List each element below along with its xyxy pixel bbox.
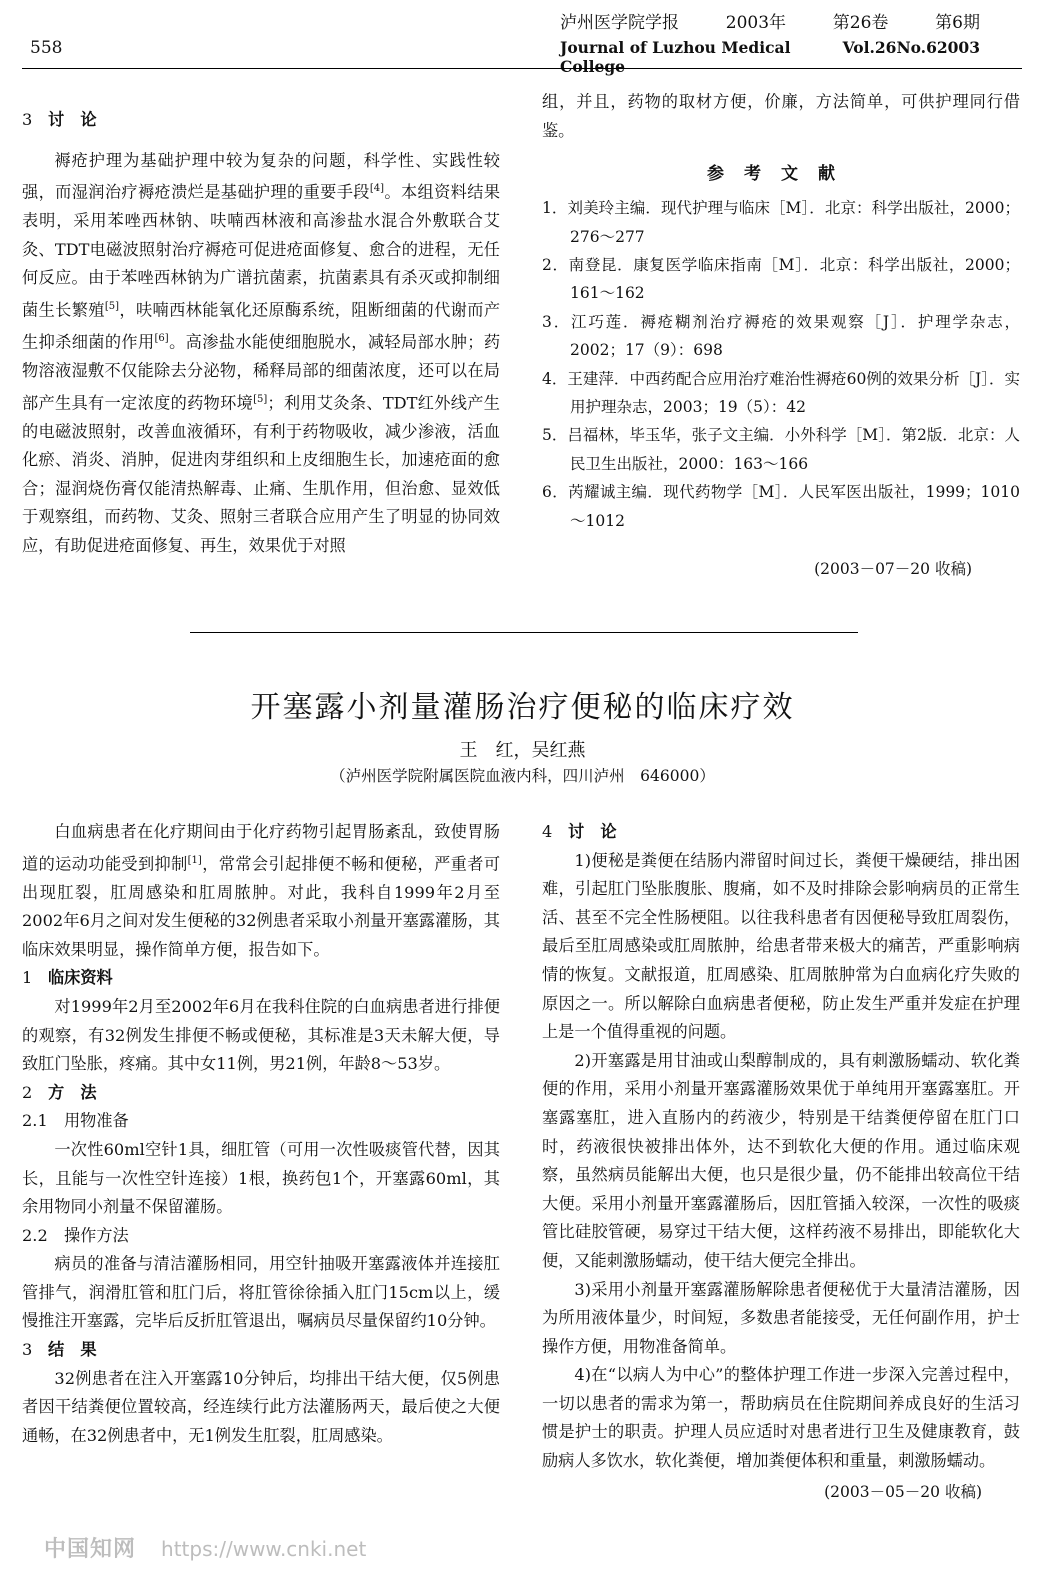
prev-right-column (542, 88, 1020, 579)
journal-issue-cn: 第6期 (935, 13, 980, 33)
section-title: 操作方法 (64, 1225, 129, 1245)
journal-header-cn (560, 8, 980, 33)
section-heading-4 (542, 818, 1020, 847)
text-run: 。本组资料结果表明，采用苯唑西林钠、呋喃西林液和高渗盐水混合外敷联合艾灸、TDT电磁波照射治疗褥疮可促进疮面修复、愈合的进程，无任何反应。由于苯唑西林钠为广谱抗菌素，抗菌素具有杀灭或抑制细菌生长繁殖 (22, 182, 501, 320)
references-title: 参考文献 (707, 164, 855, 185)
cnki-footer (44, 1532, 366, 1563)
subsection-heading-2-2 (22, 1222, 500, 1251)
text-run: 褥疮护理为基础护理中较为复杂的问题，科学性、实践性较强，而湿润治疗褥疮溃烂是基础护理的重要手段 (22, 150, 500, 202)
discussion-point-2: 2)开塞露是用甘油或山梨醇制成的，具有刺激肠蠕动、软化粪便的作用，采用小剂量开塞露灌肠效果优于单纯用开塞露塞肛。开塞露塞肛，进入直肠内的药液少，特别是干结粪便停留在肛门口时，药液很快被排出体外，达不到软化大便的作用。通过临床观察，虽然病员能解出大便，也只是很少量，仍不能排出较高位干结大便。采用小剂量开塞露灌肠后，因肛管插入较深，一次性的吸痰管比硅胶管硬，易穿过干结大便，这样药液不易排出，即能软化大便，又能刺激肠蠕动，使干结大便完全排出。 (542, 1050, 1020, 1270)
section-title: 结 果 (48, 1340, 97, 1360)
journal-year-en: 2003 (936, 38, 980, 57)
citation: [6] (154, 332, 169, 344)
journal-name-cn: 泸州医学院学报 (560, 13, 679, 33)
article-right-column (542, 818, 1020, 1502)
text-run: ，呋喃西林能氧化还原酶系统，阻断细菌的代谢而产生抑杀细菌的作用 (22, 300, 500, 352)
reference-item: 4．王建萍．中西药配合应用治疗难治性褥疮60例的效果分析［J］．实用护理杂志，2003；19（5）：42 (542, 369, 1020, 417)
prev-discussion-continuation: 组，并且，药物的取材方便，价廉，方法简单，可供护理同行借鉴。 (542, 92, 1020, 140)
section-title: 讨 论 (568, 822, 617, 841)
citation: [5] (104, 300, 119, 312)
journal-volume-cn: 第26卷 (832, 13, 889, 33)
prev-discussion-paragraph (22, 147, 500, 561)
section-number: 2.1 (22, 1111, 48, 1131)
prev-received-date: (2003－07－20 收稿) (814, 560, 972, 579)
article-authors: 王 红，吴红燕 (459, 740, 586, 761)
section-3-paragraph: 32例患者在注入开塞露10分钟后，均排出干结大便，仅5例患者因干结粪便位置较高，经连续行此方法灌肠两天，最后使之大便通畅，在32例患者中，无1例发生肛裂，肛周感染。 (22, 1368, 500, 1445)
section-heading-2 (22, 1079, 500, 1108)
subsection-heading-2-1 (22, 1107, 500, 1136)
header-rule (22, 68, 1022, 69)
reference-item: 3．江巧莲．褥疮糊剂治疗褥疮的效果观察［J］．护理学杂志，2002；17（9）：698 (542, 312, 1020, 360)
section-title: 讨 论 (48, 110, 97, 129)
prev-left-column (22, 106, 500, 560)
article-received-date: (2003－05－20 收稿) (824, 1482, 982, 1501)
discussion-point-4: 4)在“以病人为中心”的整体护理工作进一步深入完善过程中，一切以患者的需求为第一，帮助病员在住院期间养成良好的生活习惯是护士的职责。护理人员应适时对患者进行卫生及健康教育，鼓励病人多饮水，软化粪便，增加粪便体积和重量，刺激肠蠕动。 (542, 1365, 1020, 1471)
citation: [4] (369, 183, 385, 195)
section-number: 3 (22, 110, 33, 129)
article-affiliation: （泸州医学院附属医院血液内科，四川泸州 646000） (330, 767, 715, 785)
journal-name-en: Journal of Luzhou Medical College (560, 38, 791, 76)
journal-header-en (560, 38, 980, 76)
reference-item: 5．吕福林，毕玉华，张子文主编．小外科学［M］．第2版．北京：人民卫生出版社，2000：163～166 (542, 426, 1020, 473)
reference-item: 1．刘美玲主编．现代护理与临床［M］．北京：科学出版社，2000；276～277 (542, 199, 1020, 246)
article-left-column (22, 818, 500, 1450)
text-run: 。高渗盐水能使细胞脱水，减轻局部水肿；药物溶液湿敷不仅能除去分泌物，稀释局部的细菌浓度，还可以在局部产生具有一定浓度的药物环境 (22, 332, 501, 412)
citation: [5] (253, 393, 268, 405)
page-number: 558 (30, 38, 63, 58)
text-run: 白血病患者在化疗期间由于化疗药物引起胃肠紊乱，致使胃肠道的运动功能受到抑制 (22, 822, 500, 873)
article-title: 开塞露小剂量灌肠治疗便秘的临床疗效 (250, 690, 795, 725)
subsection-2-1-paragraph: 一次性60ml空针1具，细肛管（可用一次性吸痰管代替，因其长，且能与一次性空针连接）1根，换药包1个，开塞露60ml，其余用物同小剂量不保留灌肠。 (22, 1139, 500, 1217)
section-1-paragraph: 对1999年2月至2002年6月在我科住院的白血病患者进行排便的观察，有32例发生排便不畅或便秘，其标准是3天未解大便，导致肛门坠胀，疼痛。其中女11例，男21例，年龄8～53岁。 (22, 996, 500, 1074)
references-list (542, 194, 1020, 535)
discussion-point-3: 3)采用小剂量开塞露灌肠解除患者便秘优于大量清洁灌肠，因为所用液体量少，时间短，多数患者能接受，无任何副作用，护士操作方便，用物准备简单。 (542, 1279, 1020, 1356)
subsection-2-2-paragraph: 病员的准备与清洁灌肠相同，用空针抽吸开塞露液体并连接肛管排气，润滑肛管和肛门后，将肛管徐徐插入肛门15cm以上，缓慢推注开塞露，完毕后反折肛管退出，嘱病员尽量保留约10分钟。 (22, 1254, 500, 1331)
text-run: ，常常会引起排便不畅和便秘，严重者可出现肛裂，肛周感染和肛周脓肿。对此，我科自1999年2月至2002年6月之间对发生便秘的32例患者采取小剂量开塞露灌肠，其临床效果明显，操作简单方便，报告如下。 (22, 853, 501, 959)
intro-paragraph (22, 818, 500, 964)
journal-year-cn: 2003年 (725, 13, 787, 33)
citation: [1] (187, 854, 202, 866)
section-heading-3 (22, 1336, 500, 1365)
journal-volume-en: Vol.26 (842, 38, 897, 57)
section-number: 3 (22, 1340, 33, 1360)
prev-discussion-heading (22, 106, 500, 135)
section-number: 1 (22, 968, 33, 988)
cnki-url: https://www.cnki.net (161, 1537, 367, 1561)
section-title: 临床资料 (48, 968, 113, 988)
cnki-logo-text: 中国知网 (44, 1537, 137, 1562)
section-number: 2.2 (22, 1225, 48, 1245)
section-title: 方 法 (48, 1082, 97, 1102)
section-title: 用物准备 (64, 1111, 129, 1131)
discussion-point-1: 1)便秘是粪便在结肠内滞留时间过长，粪便干燥硬结，排出困难，引起肛门坠胀腹胀、腹痛，如不及时排除会影响病员的正常生活、甚至不完全性肠梗阻。以往我科患者有因便秘导致肛周裂伤，最后至肛周感染或肛周脓肿，给患者带来极大的痛苦，严重影响病情的恢复。文献报道，肛周感染、肛周脓肿常为白血病化疗失败的原因之一。所以解除白血病患者便秘，防止发生严重并发症在护理上是一个值得重视的问题。 (542, 850, 1020, 1042)
text-run: ；利用艾灸条、TDT红外线产生的电磁波照射，改善血液循环，有利于药物吸收，减少渗液，活血化瘀、消炎、消肿，促进肉芽组织和上皮细胞生长，加速疮面的愈合；湿润烧伤膏仅能清热解毒、止痛、生肌作用，但治愈、显效低于观察组，而药物、艾灸、照射三者联合应用产生了明显的协同效应，有助促进疮面修复、再生，效果优于对照 (22, 392, 500, 555)
reference-item: 6．芮耀诚主编．现代药物学［M］．人民军医出版社，1999；1010～1012 (542, 483, 1020, 530)
section-number: 2 (22, 1082, 33, 1102)
article-separator (190, 632, 858, 633)
section-heading-1 (22, 964, 500, 993)
reference-item: 2．南登昆．康复医学临床指南［M］．北京：科学出版社，2000；161～162 (542, 256, 1020, 303)
section-number: 4 (542, 822, 553, 841)
journal-issue-en: No.6 (896, 38, 937, 57)
